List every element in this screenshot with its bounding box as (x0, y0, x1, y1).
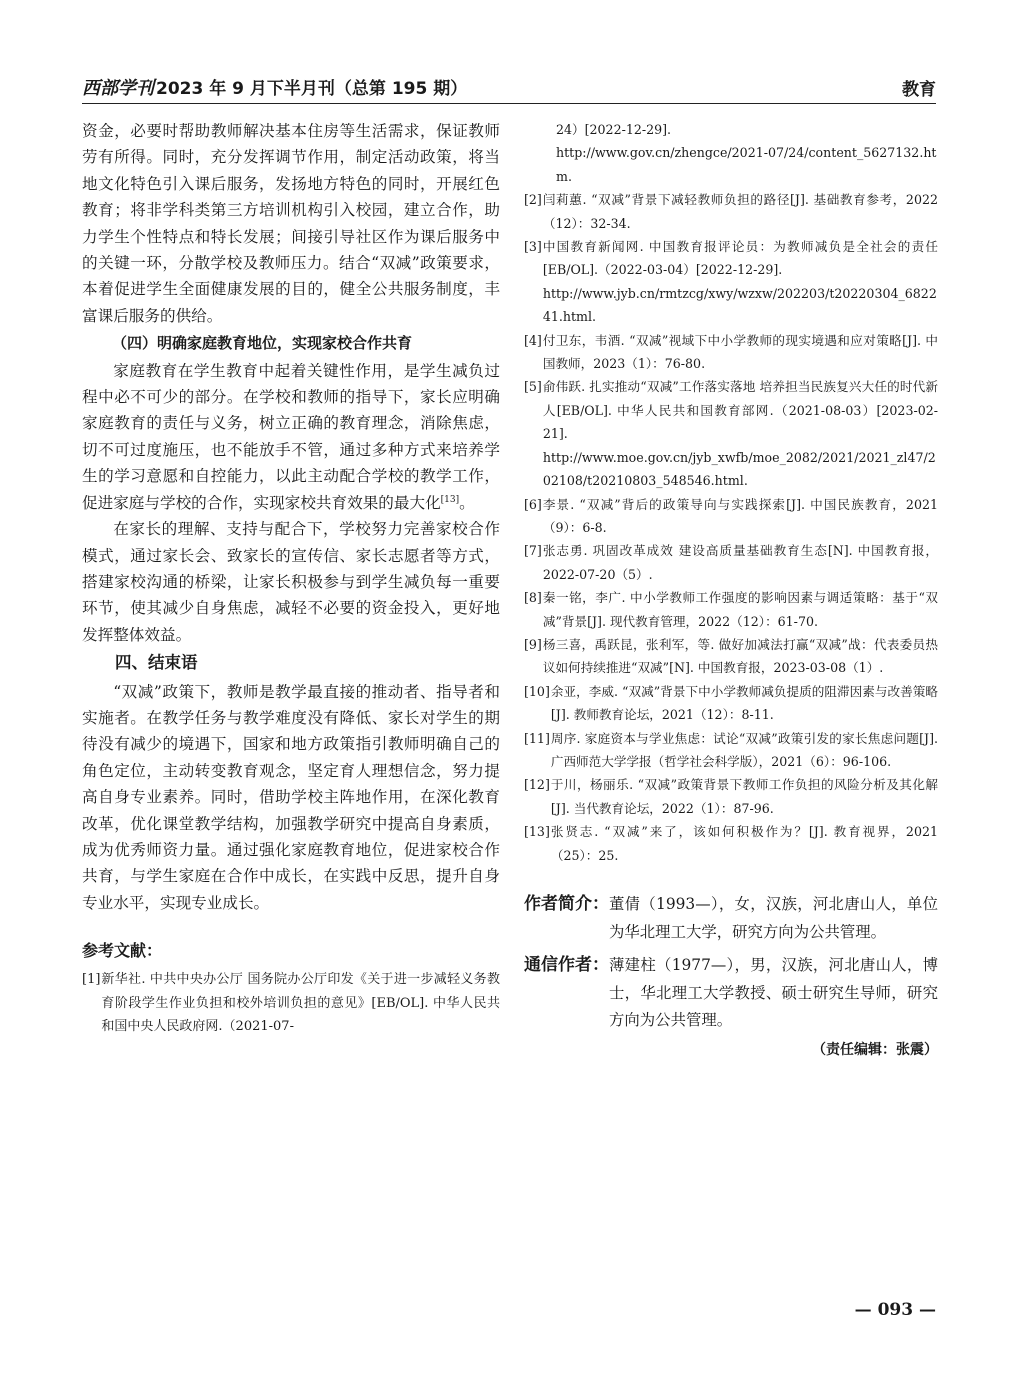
reference-number: [7] (524, 543, 542, 559)
paragraph-2-end: 。 (459, 493, 475, 512)
reference-item (524, 188, 938, 235)
reference-body (543, 633, 938, 680)
reference-item (524, 727, 938, 774)
reference-body (543, 493, 938, 540)
reference-body (543, 188, 938, 235)
reference-item (524, 235, 938, 329)
responsible-editor: （责任编辑：张震） (812, 1041, 938, 1058)
reference-text: 张志勇. 巩固改革成效 建设高质量基础教育生态[N]. 中国教育报，2022-07-20（5）. (542, 543, 938, 582)
reference-text: 闫莉蕙. “双减”背景下减轻教师负担的路径[J]. 基础教育参考，2022（12）：32-34. (542, 192, 938, 231)
reference-item (524, 820, 938, 867)
reference-number: [11] (524, 730, 550, 746)
reference-item (524, 773, 938, 820)
reference-text: 新华社. 中共中央办公厅 国务院办公厅印发《关于进一步减轻义务教育阶段学生作业负担和校外培训负担的意见》[EB/OL]. 中华人民共和国中央人民政府网.（2021-07- (101, 972, 500, 1035)
paragraph-1: 资金，必要时帮助教师解决基本住房等生活需求，保证教师劳有所得。同时，充分发挥调节作用，制定活动政策，将当地文化特色引入课后服务，发扬地方特色的同时，开展红色教育；将非学科类第三方培训机构引入校园，建立合作，助力学生个性特点和特长发展；间接引导社区作为课后服务中的关键一环，分散学校及教师压力。结合“双减”政策要求，本着促进学生全面健康发展的目的，健全公共服务制度，丰富课后服务的供给。 (82, 122, 500, 325)
reference-body (551, 820, 938, 867)
author-bio (524, 891, 938, 946)
reference-item (82, 968, 500, 1039)
reference-text: 付卫东，韦酒. “双减”视域下中小学教师的现实境遇和应对策略[J]. 中国教师，2023（1）：76-80. (542, 332, 938, 372)
reference-number: [8] (524, 590, 542, 606)
page-header (82, 72, 936, 100)
reference-item (524, 586, 938, 633)
reference-item (524, 493, 938, 540)
header-rule (82, 103, 936, 104)
reference-item (524, 375, 938, 492)
reference-number: [6] (524, 496, 542, 512)
reference-body (543, 539, 938, 586)
reference-number: [2] (524, 192, 542, 208)
reference-number: [12] (524, 777, 550, 793)
reference-list-right (524, 188, 938, 867)
reference-text: 24）[2022-12-29]. (556, 122, 672, 137)
reference-item (524, 539, 938, 586)
journal-issue (82, 74, 467, 100)
reference-number: [1] (82, 972, 101, 988)
reference-text: 于川，杨丽乐. “双减”政策背景下教师工作负担的风险分析及其化解[J]. 当代教育论坛，2022（1）：87-96. (550, 777, 938, 816)
reference-text: 余亚，李威. “双减”背景下中小学教师减负提质的阻滞因素与改善策略[J]. 教师教育论坛，2021（12）：8-11. (550, 683, 938, 723)
reference-text: 张贤志. “双减”来了，该如何积极作为？[J]. 教育视界，2021（25）：25. (550, 824, 938, 863)
reference-body (543, 375, 938, 492)
corresponding-text: 薄建柱（1977—），男，汉族，河北唐山人，博士，华北理工大学教授、硕士研究生导师，研究方向为公共管理。 (609, 956, 938, 1029)
reference-number: [9] (524, 636, 542, 652)
journal-logo: 西部学刊 (82, 78, 154, 99)
reference-number: [13] (524, 824, 550, 840)
reference-url: http://www.jyb.cn/rmtzcg/xwy/wzxw/202203/t20220304_682241.html. (542, 285, 937, 325)
section-heading-conclusion: 四、结束语 (115, 653, 198, 673)
reference-number: [3] (524, 239, 542, 255)
right-column (524, 118, 938, 1062)
reference-body (551, 680, 938, 727)
subheading-4: （四）明确家庭教育地位，实现家校合作共育 (112, 334, 413, 353)
reference-body (551, 773, 938, 820)
paragraph-4: “双减”政策下，教师是教学最直接的推动者、指导者和实施者。在教学任务与教学难度没有降低、家长对学生的期待没有减少的境遇下，国家和地方政策指引教师明确自己的角色定位，主动转变教育观念，坚定育人理想信念，努力提高自身专业素养。同时，借助学校主阵地作用，在深化教育改革，优化课堂教学结构，加强教学研究中提高自身素质，成为优秀师资力量。通过强化家庭教育地位，促进家校合作共育，与学生家庭在合作中成长，在实践中反思，提升自身专业水平，实现专业成长。 (82, 682, 500, 912)
reference-number: [4] (524, 332, 542, 348)
reference-number: [10] (524, 683, 550, 699)
reference-number: [5] (524, 379, 542, 395)
citation-13: [13] (440, 494, 460, 505)
reference-body (543, 329, 938, 376)
issue-text: 2023 年 9 月下半月刊（总第 195 期） (156, 79, 468, 99)
reference-url: http://www.moe.gov.cn/jyb_xwfb/moe_2082/2021/2021_zl47/202108/t20210803_548546.html. (542, 449, 936, 489)
section-name: 教育 (902, 80, 936, 100)
reference-text: 李景. “双减”背后的政策导向与实践探索[J]. 中国民族教育，2021（9）：6-8. (542, 496, 938, 535)
reference-body (543, 235, 938, 329)
page-number: — 093 — (854, 1300, 936, 1320)
reference-item (524, 633, 938, 680)
reference-list-left (82, 968, 500, 1039)
reference-text: 杨三喜，禹跃昆，张利军，等. 做好加减法打赢“双减”战：代表委员热议如何持续推进“双减”[N]. 中国教育报，2023-03-08（1）. (542, 636, 938, 676)
reference-text: 秦一铭，李广. 中小学教师工作强度的影响因素与调适策略：基于“双减”背景[J]. 现代教育管理，2022（12）：61-70. (542, 590, 938, 629)
reference-body (543, 586, 938, 633)
reference-url: http://www.gov.cn/zhengce/2021-07/24/content_5627132.htm. (556, 145, 937, 184)
reference-body (551, 727, 938, 774)
paragraph-2-text: 家庭教育在学生教育中起着关键性作用，是学生减负过程中必不可少的部分。在学校和教师的指导下，家长应明确家庭教育的责任与义务，树立正确的教育理念，消除焦虑，切不可过度施压，也不能放手不管，通过多种方式来培养学生的学习意愿和自控能力，以此主动配合学校的教学工作，促进家庭与学校的合作，实现家校共育效果的最大化 (82, 361, 500, 512)
author-text: 董倩（1993—），女，汉族，河北唐山人，单位为华北理工大学，研究方向为公共管理。 (609, 895, 938, 941)
corresponding-label: 通信作者： (524, 955, 609, 975)
paragraph-3: 在家长的理解、支持与配合下，学校努力完善家校合作模式，通过家长会、致家长的宣传信、家长志愿者等方式，搭建家校沟通的桥梁，让家长积极参与到学生减负每一重要环节，使其减少自身焦虑，减轻不必要的资金投入，更好地发挥整体效益。 (82, 520, 500, 644)
reference-text: 中国教育新闻网. 中国教育报评论员：为教师减负是全社会的责任[EB/OL].（2022-03-04）[2022-12-29]. (542, 239, 938, 278)
reference-text: 俞伟跃. 扎实推动“双减”工作落实落地 培养担当民族复兴大任的时代新人[EB/OL]. 中华人民共和国教育部网.（2021-08-03）[2023-02-21]. (542, 379, 938, 442)
reference-item (524, 680, 938, 727)
reference-item (524, 329, 938, 376)
author-label: 作者简介： (524, 894, 609, 914)
reference-text: 周序. 家庭资本与学业焦虑：试论“双减”政策引发的家长焦虑问题[J]. 广西师范大学学报（哲学社会科学版），2021（6）：96-106. (550, 730, 938, 769)
references-title: 参考文献： (82, 941, 163, 961)
reference-1-continued (524, 118, 938, 188)
paragraph-2 (82, 358, 500, 516)
left-column (82, 118, 500, 1039)
corresponding-author (524, 952, 938, 1035)
